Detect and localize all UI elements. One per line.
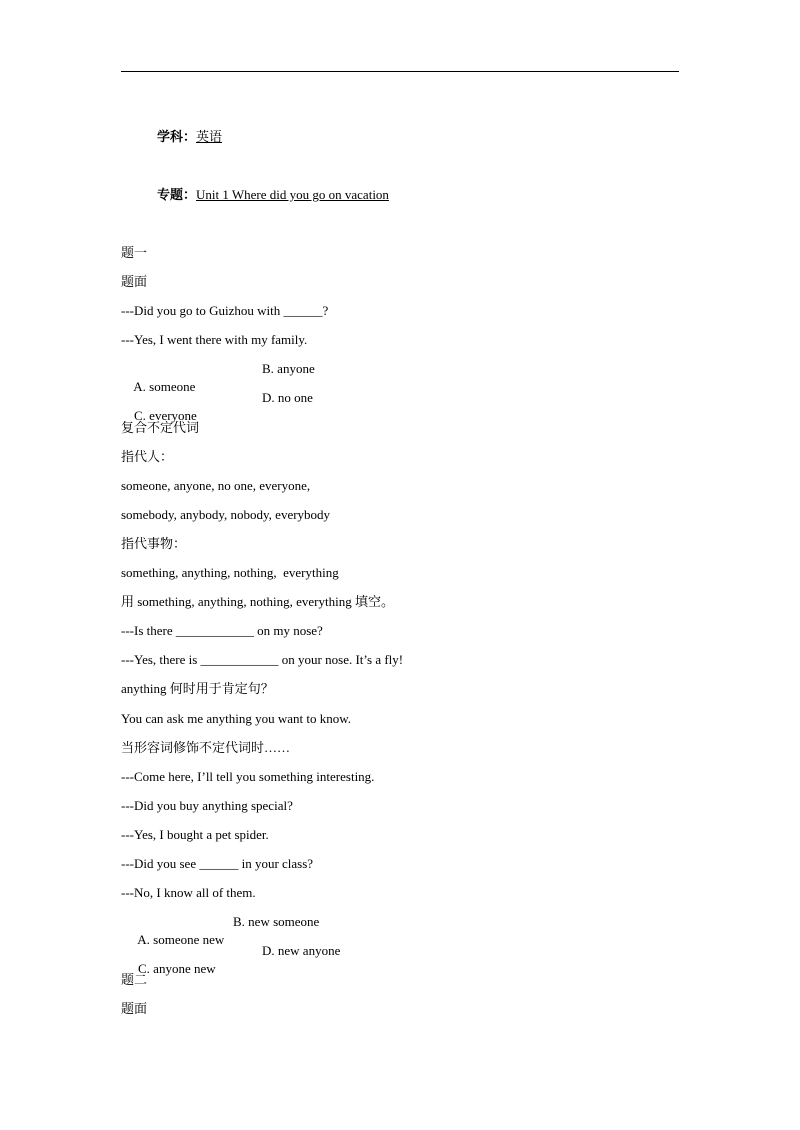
header-rule (121, 71, 679, 72)
adjective-modify-note: 当形容词修饰不定代词时…… (121, 739, 291, 755)
fill-instruction: 用 something, anything, nothing, everything 填空。 (121, 594, 394, 610)
refer-things-heading: 指代事物： (121, 535, 187, 551)
topic-line (157, 186, 389, 204)
question-2-stem-label: 题面 (121, 1001, 148, 1017)
question-2-options-row-1 (121, 913, 681, 948)
option-b: B. anyone (262, 361, 315, 377)
subject-line (157, 128, 222, 146)
topic-value: Unit 1 Where did you go on vacation (196, 187, 389, 202)
adjective-example-3: ---Yes, I bought a pet spider. (121, 826, 269, 842)
document-body (121, 244, 681, 1030)
question-1-line-1: ---Did you go to Guizhou with ______? (121, 303, 329, 319)
question-2-line-2: ---No, I know all of them. (121, 885, 256, 901)
option-c: C. everyone (134, 408, 197, 424)
anything-example: You can ask me anything you want to know. (121, 710, 352, 726)
option-a: A. someone new (137, 932, 225, 948)
refer-people-heading: 指代人： (121, 448, 174, 464)
question-1-line-2: ---Yes, I went there with my family. (121, 332, 308, 348)
question-2-options-row-2 (121, 942, 681, 977)
option-b: B. new someone (233, 914, 320, 930)
subject-value: 英语 (196, 129, 223, 144)
question-2-title: 题二 (121, 972, 148, 988)
question-1-options-row-1 (121, 360, 681, 395)
fill-question-2: ---Yes, there is ____________ on your nose. It’s a fly! (121, 652, 404, 668)
option-a: A. someone (133, 379, 196, 395)
question-1-title: 题一 (121, 245, 148, 260)
option-d: D. new anyone (262, 943, 341, 959)
question-1-options-row-2 (121, 389, 681, 424)
option-c: C. anyone new (138, 961, 216, 977)
adjective-example-2: ---Did you buy anything special? (121, 797, 293, 813)
fill-question-1: ---Is there ____________ on my nose? (121, 623, 323, 639)
people-list-1: someone, anyone, no one, everyone, (121, 477, 311, 493)
option-d: D. no one (262, 390, 313, 406)
question-1-stem-label: 题面 (121, 274, 148, 290)
section-compound-pronouns: 复合不定代词 (121, 419, 200, 435)
topic-label: 专题： (157, 187, 197, 202)
question-2-line-1: ---Did you see ______ in your class? (121, 855, 314, 871)
adjective-example-1: ---Come here, I’ll tell you something interesting. (121, 768, 375, 784)
anything-question: anything 何时用于肯定句？ (121, 681, 274, 697)
things-list: something, anything, nothing, everything (121, 565, 339, 581)
people-list-2: somebody, anybody, nobody, everybody (121, 506, 331, 522)
subject-label: 学科： (157, 129, 197, 144)
